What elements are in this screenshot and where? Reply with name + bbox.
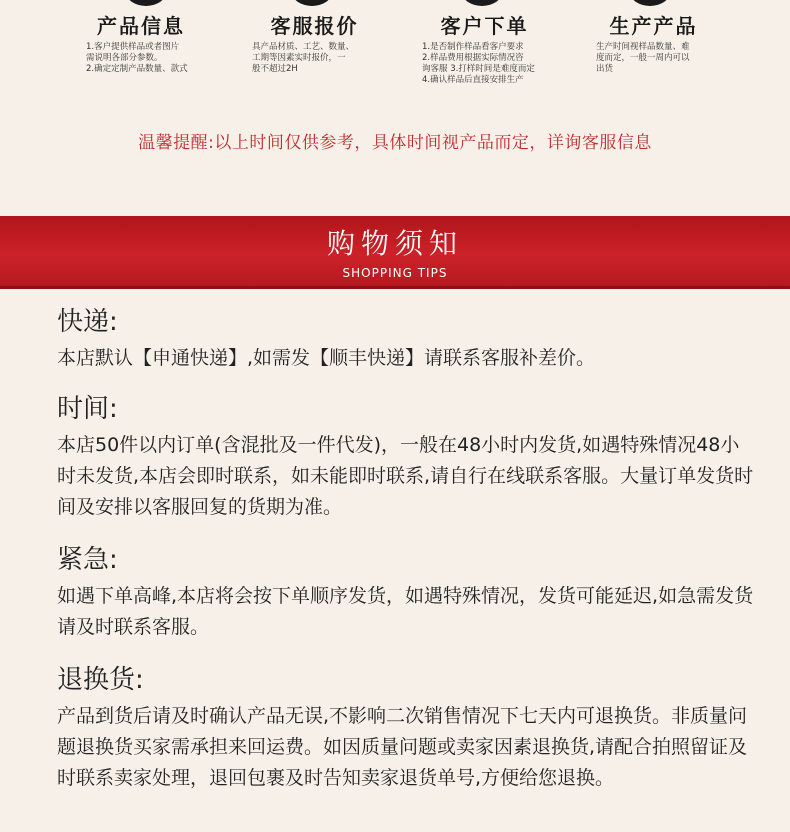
step-title: 生产产品 <box>609 14 698 38</box>
section-body: 如遇下单高峰,本店将会按下单顺序发货，如遇特殊情况，发货可能延迟,如急需发货请及时联系客服。 <box>57 585 754 638</box>
step-marker-3 <box>462 0 502 6</box>
step-title: 客户下单 <box>440 14 529 38</box>
step-order <box>422 12 582 86</box>
step-marker-4 <box>630 0 670 6</box>
step-desc: 1.是否制作样品看客户要求 2.样品费用根据实际情况咨 询客服 3.打样时间是难度而定 4.确认样品后直接安排生产 <box>422 42 535 85</box>
section-returns <box>57 663 757 794</box>
process-steps <box>0 12 790 102</box>
step-title: 客服报价 <box>270 14 359 38</box>
step-desc: 具产品材质、工艺、数量、 工期等因素实时报价，一 般不超过2H <box>252 42 355 74</box>
section-body: 产品到货后请及时确认产品无误,不影响二次销售情况下七天内可退换货。非质量问题退换货买家需承担来回运费。如因质量问题或卖家因素退换货,请配合拍照留证及时联系卖家处理，退回包裹及时告知卖家退货单号,方便给您退换。 <box>57 705 748 789</box>
section-body: 本店默认【申通快递】,如需发【顺丰快递】请联系客服补差价。 <box>57 347 596 369</box>
section-body: 本店50件以内订单(含混批及一件代发)，一般在48小时内发货,如遇特殊情况48小时未发货,本店会即时联系，如未能即时联系,请自行在线联系客服。大量订单发货时间及安排以客服回复的货期为准。 <box>57 434 754 518</box>
section-title: 紧急: <box>57 545 118 575</box>
section-express <box>57 305 757 374</box>
section-banner <box>0 216 790 289</box>
step-production <box>596 12 736 75</box>
reminder-text: 温馨提醒:以上时间仅供参考，具体时间视产品而定，详询客服信息 <box>138 133 652 153</box>
step-marker-1 <box>126 0 166 6</box>
step-marker-2 <box>292 0 332 6</box>
banner-title: 购物须知 <box>326 227 463 260</box>
step-title: 产品信息 <box>97 14 185 38</box>
section-time <box>57 392 757 523</box>
banner-subtitle: SHOPPING TIPS <box>342 266 448 280</box>
section-title: 快递: <box>57 307 118 337</box>
section-title: 退换货: <box>57 665 144 695</box>
section-urgent <box>57 543 757 643</box>
step-desc: 生产时间视样品数量、难 度而定，一般一周内可以 出货 <box>596 42 690 74</box>
step-product-info <box>86 12 236 75</box>
step-quote <box>252 12 402 75</box>
step-desc: 1.客户提供样品或者图片 需说明各部分参数。 2.确定定制产品数量、款式 <box>86 42 188 74</box>
section-title: 时间: <box>57 394 118 424</box>
